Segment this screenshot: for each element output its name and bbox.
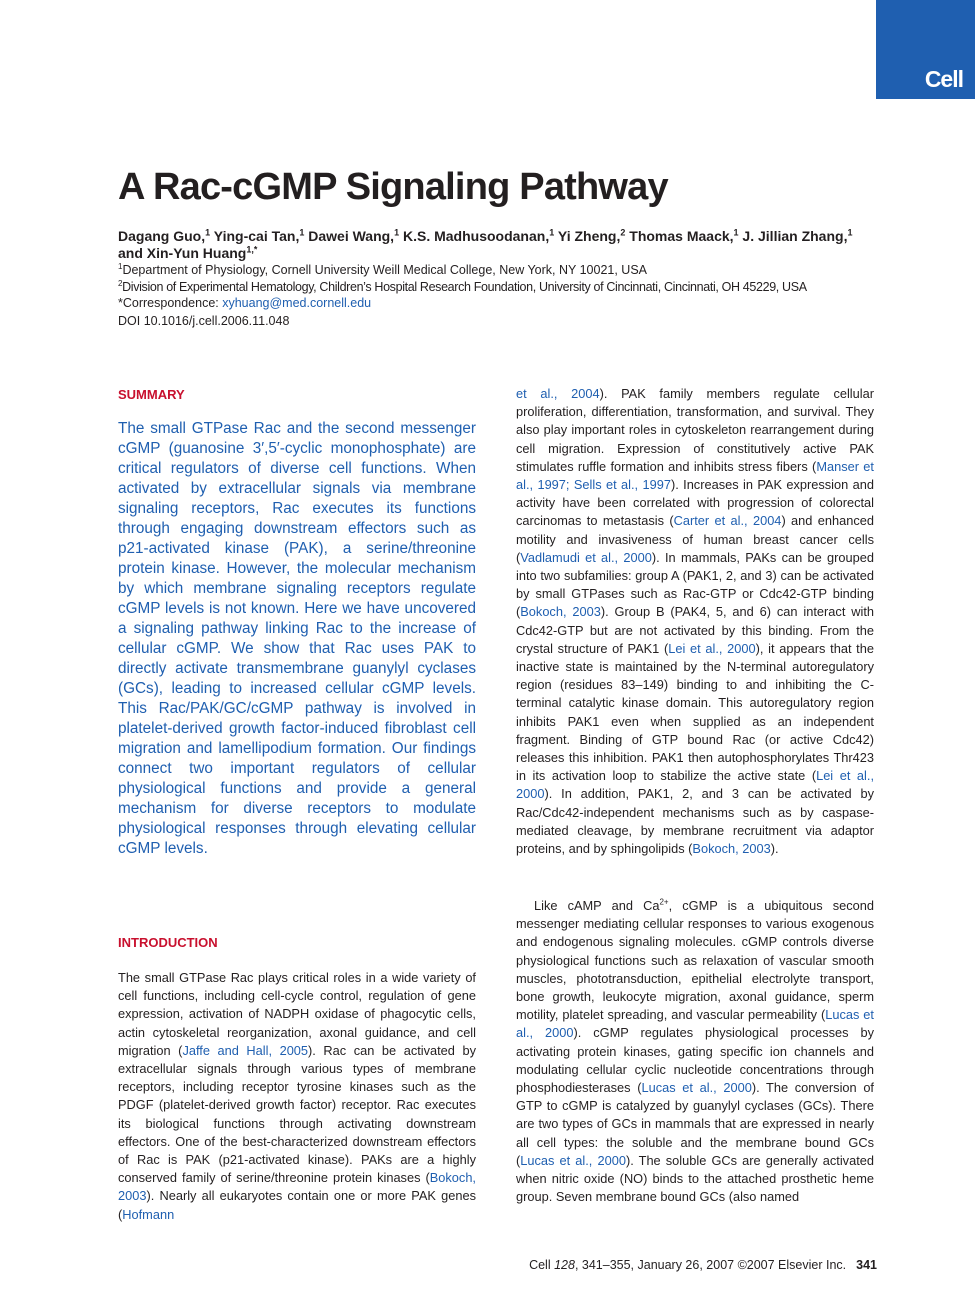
- text-run: ). Group B (PAK4, 5, and 6) can interact with Cdc42-GTP but are not activated by this binding. From the crystal structure of PAK1 (: [516, 604, 875, 656]
- citation-link[interactable]: Bokoch, 2003: [520, 604, 601, 620]
- affiliation-2: [118, 279, 878, 296]
- page-footer: [529, 1258, 877, 1272]
- citation-link[interactable]: Carter et al., 2004: [673, 513, 782, 529]
- author-line-1: [118, 228, 878, 245]
- author-name: J. Jillian Zhang,: [738, 228, 848, 244]
- affiliation-mark: 1: [118, 261, 123, 271]
- journal-brand-box: [876, 0, 975, 99]
- footer-citation: , 341–355, January 26, 2007 ©2007 Elsevier Inc.: [574, 1258, 847, 1272]
- text-run: ).: [770, 841, 779, 857]
- author-name: Ying-cai Tan,: [210, 228, 300, 244]
- citation-link[interactable]: Lucas et al., 2000: [520, 1152, 626, 1168]
- summary-heading: SUMMARY: [118, 387, 185, 402]
- correspondence: [118, 295, 878, 312]
- citation-link[interactable]: Manser et al., 1997; Sells et al., 1997: [516, 458, 874, 493]
- introduction-heading: INTRODUCTION: [118, 935, 218, 950]
- citation-link[interactable]: Jaffe and Hall, 2005: [182, 1042, 309, 1058]
- author-affiliation-mark: 1: [299, 227, 305, 238]
- superscript: 2+: [659, 897, 669, 907]
- citation-link[interactable]: Bokoch, 2003: [692, 841, 771, 857]
- citation-link[interactable]: Lei et al., 2000: [668, 640, 756, 656]
- text-run: ). The soluble GCs are generally activated when nitric oxide (NO) binds to the attached prosthetic heme group. Seven membrane bound GCs (also named: [516, 1152, 874, 1205]
- author-affiliation-mark: 1: [733, 227, 739, 238]
- text-run: The small GTPase Rac plays critical roles in a wide variety of cell functions, including cell-cycle control, regulation of gene expression, activation of NADPH oxidase of phagocytic cells, actin cytoskeletal reorganization, axonal guidance, and cell migration (: [118, 970, 476, 1058]
- citation-link[interactable]: Lei et al., 2000: [516, 768, 874, 802]
- citation-link[interactable]: Lucas et al., 2000: [516, 1007, 874, 1041]
- affiliation-mark: 2: [118, 278, 123, 288]
- introduction-paragraph-1-continued: [516, 385, 874, 858]
- text-run: , cGMP is a ubiquitous second messenger mediating cellular responses to various exogenous and endogenous signaling molecules. cGMP controls diverse physiological functions such as relaxation of vascular smooth muscles, phototransduction, epithelial electrolyte transport, bone growth, leukocyte migration, axonal guidance, sperm motility, platelet spreading, and vascular permeability (: [516, 898, 874, 1023]
- text-run: ). In addition, PAK1, 2, and 3 can be activated by Rac/Cdc42-independent mechanisms such as by caspase-mediated cleavage, by membrane recruitment via adaptor proteins, and by sphingolipids (: [516, 786, 874, 857]
- author-name: Thomas Maack,: [625, 228, 734, 244]
- text-run: ) and enhanced motility and invasiveness of human breast cancer cells (: [516, 513, 874, 565]
- author-name: and Xin-Yun Huang: [118, 245, 247, 261]
- footer-volume: 128: [554, 1258, 575, 1272]
- text-run: ). Nearly all eukaryotes contain one or more PAK genes (: [118, 1188, 476, 1222]
- doi: DOI 10.1016/j.cell.2006.11.048: [118, 314, 290, 328]
- author-name: Yi Zheng,: [554, 228, 621, 244]
- citation-link[interactable]: et al., 2004: [516, 386, 600, 401]
- text-run: Like cAMP and Ca: [534, 898, 660, 913]
- author-affiliation-mark: 1: [549, 227, 555, 238]
- citation-link[interactable]: Bokoch, 2003: [118, 1170, 476, 1204]
- correspondence-email-link[interactable]: xyhuang@med.cornell.edu: [222, 296, 372, 310]
- introduction-paragraph-2: [516, 897, 874, 1206]
- affiliation-text: Division of Experimental Hematology, Children’s Hospital Research Foundation, University of Cincinnati, Cincinnati, OH 45229, USA: [122, 280, 807, 294]
- citation-link[interactable]: Lucas et al., 2000: [641, 1080, 752, 1096]
- author-name: K.S. Madhusoodanan,: [399, 228, 550, 244]
- author-affiliation-mark: 2: [620, 227, 626, 238]
- text-run: ). In mammals, PAKs can be grouped into two subfamilies: group A (PAK1, 2, and 3) can be activated by small GTPases such as Rac-GTP or Cdc42-GTP binding (: [516, 549, 874, 620]
- citation-link[interactable]: Hofmann: [122, 1206, 175, 1222]
- author-name: Dawei Wang,: [304, 228, 395, 244]
- author-affiliation-mark: 1,*: [246, 244, 258, 255]
- article-title: A Rac-cGMP Signaling Pathway: [118, 166, 668, 208]
- author-affiliation-mark: 1: [205, 227, 211, 238]
- citation-link[interactable]: Vadlamudi et al., 2000: [520, 549, 652, 565]
- text-run: ). PAK family members regulate cellular proliferation, differentiation, transformation, and survival. They also play important roles in cytoskeleton rearrangement during cell migration. Expression of constitutively active PAK stimulates ruffle formation and inhibits stress fibers (: [516, 386, 874, 474]
- correspondence-label: *Correspondence:: [118, 296, 223, 310]
- author-line-2: [118, 245, 878, 262]
- footer-journal: Cell: [529, 1258, 555, 1272]
- text-run: ), it appears that the inactive state is maintained by the N-terminal autoregulatory region (residues 83–149) binding to and inhibiting the C-terminal catalytic kinase domain. This autoregulatory region inhibits PAK1 even when supplied as an independent fragment. Binding of GTP bound Rac (or active Cdc42) releases this inhibition. PAK1 then autophosphorylates Thr423 in its activation loop to stabilize the active state (: [516, 640, 874, 784]
- summary-text: The small GTPase Rac and the second messenger cGMP (guanosine 3′,5′-cyclic monophosphate) are critical regulators of diverse cell functions. When activated by extracellular signals via membrane signaling receptors, Rac executes its functions through engaging downstream effectors such as p21-activated kinase (PAK), a serine/threonine protein kinase. However, the molecular mechanism by which membrane signaling receptors regulate cGMP levels is not known. Here we have uncovered a signaling pathway linking Rac to the increase of cellular cGMP. We show that Rac uses PAK to directly activate transmembrane guanylyl cyclases (GCs), leading to increased cellular cGMP levels. This Rac/PAK/GC/cGMP pathway is involved in platelet-derived growth factor-induced fibroblast cell migration and lamellipodium formation. Our findings connect two important regulators of cellular physiological functions and provide a general mechanism for diverse receptors to modulate physiological responses through elevating cellular cGMP levels.: [118, 420, 476, 857]
- author-affiliation-mark: 1: [394, 227, 400, 238]
- author-affiliation-mark: 1: [847, 227, 853, 238]
- affiliation-text: Department of Physiology, Cornell University Weill Medical College, New York, NY 10021, USA: [122, 263, 647, 277]
- author-list: [118, 228, 878, 262]
- text-run: ). The conversion of GTP to cGMP is catalyzed by guanylyl cyclases (GCs). There are two types of GCs in mammals that are expressed in nearly all cell types: the soluble and the membrane bound GCs (: [516, 1080, 874, 1168]
- text-run: ). Rac can be activated by extracellular signals through various types of membrane receptors, including receptor tyrosine kinases such as the PDGF (platelet-derived growth factor) receptor. Rac executes its biological functions through activating downstream effectors. One of the best-characterized downstream effectors of Rac is PAK (p21-activated kinase). PAKs are a highly conserved family of serine/threonine protein kinases (: [118, 1042, 476, 1186]
- introduction-paragraph-1: [118, 969, 476, 1224]
- affiliation-1: [118, 262, 878, 279]
- text-run: ). Increases in PAK expression and activity have been correlated with progression of colorectal carcinomas to metastasis (: [516, 477, 874, 529]
- text-run: ). cGMP regulates physiological processes by activating protein kinases, gating specific ion channels and modulating cellular cyclic nucleotide concentrations through phosphodiesterases (: [516, 1025, 874, 1096]
- journal-logo: Cell: [924, 66, 963, 92]
- page-number: 341: [856, 1258, 877, 1272]
- author-name: Dagang Guo,: [118, 228, 206, 244]
